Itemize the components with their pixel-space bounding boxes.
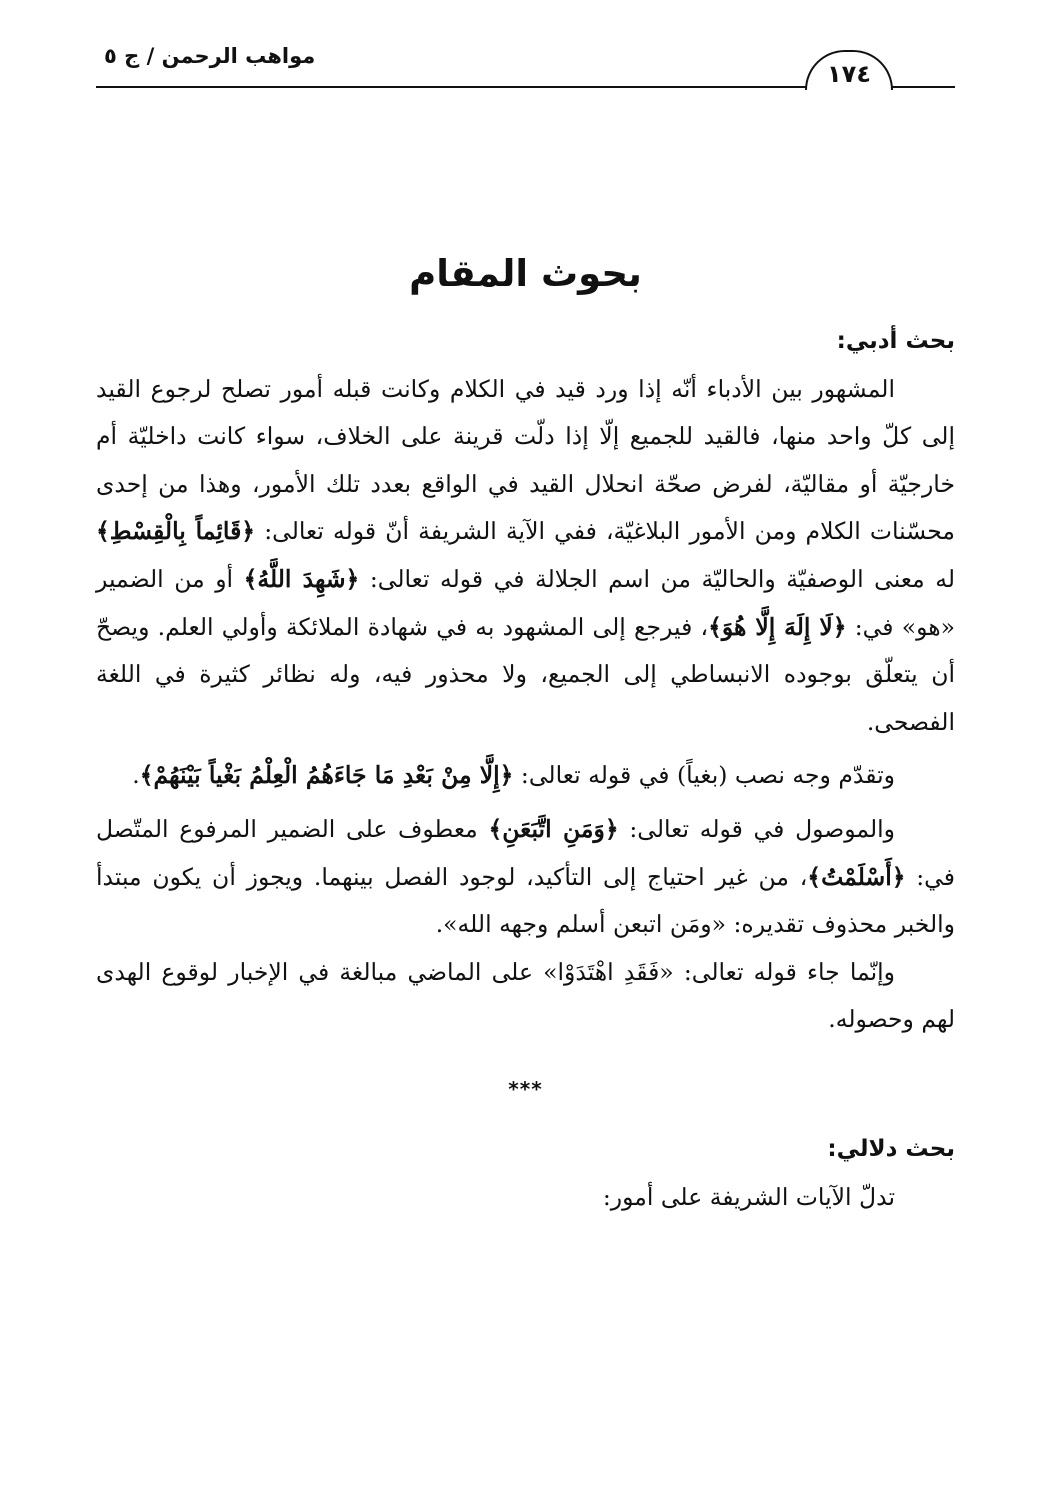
running-title: مواهب الرحمن / ج ٥ [104,44,316,68]
paragraph-5: تدلّ الآيات الشريفة على أمور: [602,1182,895,1211]
quran-verse: ﴿شَهِدَ اللَّهُ﴾ [243,564,360,593]
text-run: وتقدّم وجه نصب (بغياً) في قوله تعالى: [513,761,895,790]
text-run: أو من الضمير «هو» في: [96,564,955,641]
quran-verse: ﴿إِلَّا مِنْ بَعْدِ مَا جَاءَهُمُ الْعِلْمُ بَغْياً بَيْنَهُمْ﴾ [139,761,514,790]
text-run: ، من غير احتياج إلى التأكيد، لوجود الفصل بينهما. ويجوز أن يكون مبتدأ والخبر محذوف تقديره: «ومَن اتبعن أسلم وجهه الله». [96,862,955,939]
running-header [96,34,955,92]
section-separator: *** [508,1076,543,1101]
page-number: ١٧٤ [805,50,893,90]
body-text [96,318,955,1221]
text-run: وإنّما جاء قوله تعالى: «فَقَدِ اهْتَدَوْا» على الماضي مبالغة في الإخبار لوقوع الهدى لهم وحصوله. [96,957,955,1034]
paragraph-1 [96,366,955,747]
text-run: المشهور بين الأدباء أنّه إذا ورد قيد في الكلام وكانت قبله أمور تصلح لرجوع القيد إلى كلّ واحد منها، فالقيد للجميع إلّا إذا دلّت قرينة على الخلاف، سواء كانت داخليّة أم خارجيّة أو مقاليّة، لفرض صحّة انحلال القيد في الواقع بعدد تلك الأمور، وهذا من إحدى محسّنات الكلام ومن الأمور البلاغيّة، ففي الآية الشريفة أنّ قوله تعالى: [96,374,955,546]
quran-verse: ﴿أَسْلَمْتُ﴾ [807,862,906,891]
paragraph-4 [96,949,955,1044]
quran-verse: ﴿قَائِماً بِالْقِسْطِ﴾ [96,517,256,546]
text-run: له معنى الوصفيّة والحاليّة من اسم الجلالة في قوله تعالى: [359,564,955,593]
section-heading-literary: بحث أدبي: [836,328,955,354]
paragraph-3 [96,806,955,949]
text-run: . [132,761,140,790]
chapter-title: بحوث المقام [409,252,642,295]
text-run: ، فيرجع إلى المشهود به في شهادة الملائكة وأولي العلم. ويصحّ أن يتعلّق بوجوده الانبساطي إلى الجميع، ولا محذور فيه، وله نظائر كثيرة في اللغة الفصحى. [96,612,955,736]
text-run: والموصول في قوله تعالى: [618,814,896,843]
paragraph-2 [96,752,955,800]
text-run: معطوف على الضمير المرفوع المتّصل في: [96,814,955,891]
section-heading-semantic: بحث دلالي: [827,1135,955,1162]
quran-verse: ﴿لَا إِلَهَ إِلَّا هُوَ﴾ [708,612,847,641]
quran-verse: ﴿وَمَنِ اتَّبَعَنِ﴾ [488,814,619,843]
